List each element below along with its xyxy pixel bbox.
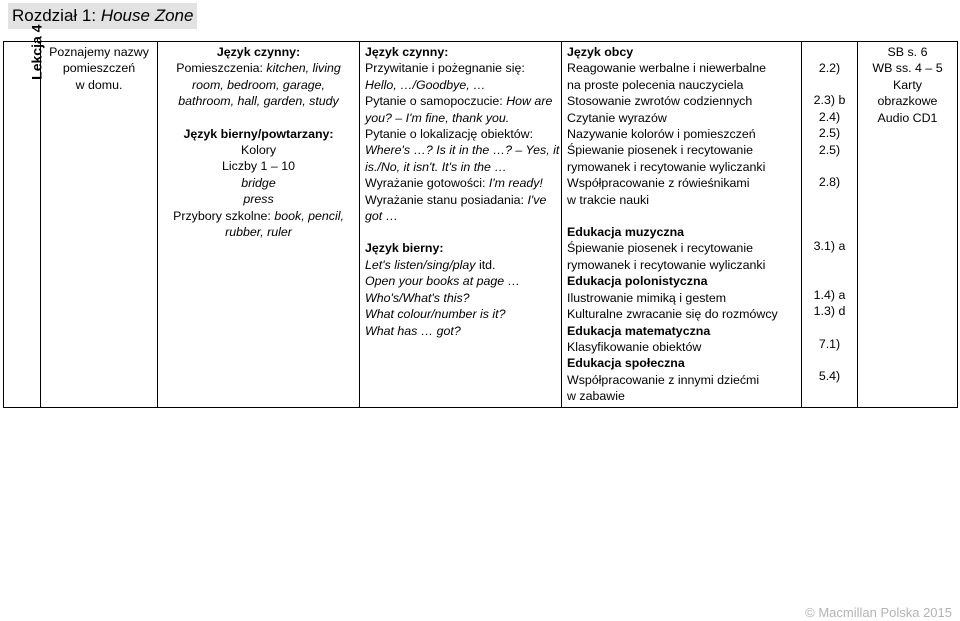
vocabulary-line: bathroom, hall, garden, study xyxy=(178,94,339,109)
structures-line: Hello, …/Goodbye, … xyxy=(365,77,486,92)
structures-line: Pytanie o lokalizację obiektów: xyxy=(365,127,534,142)
skills-heading: Język obcy xyxy=(567,45,634,59)
lesson-table xyxy=(3,24,958,408)
vocabulary-line-words: book, pencil, xyxy=(274,208,344,223)
skills-heading: Edukacja muzyczna xyxy=(567,225,685,240)
curriculum-code: 2.5) xyxy=(818,142,841,157)
vocabulary-line-words: kitchen, living xyxy=(266,61,341,76)
curriculum-code: 2.3) b xyxy=(813,93,846,108)
skills-cell xyxy=(562,42,802,408)
skills-line: Śpiewanie piosenek i recytowanie xyxy=(567,143,753,158)
skills-line: Śpiewanie piosenek i recytowanie xyxy=(567,241,753,256)
structures-line xyxy=(365,93,556,109)
table-row xyxy=(4,42,958,408)
structures-line: What has … got? xyxy=(365,323,461,338)
skills-heading: Edukacja polonistyczna xyxy=(567,274,708,289)
skills-line: Stosowanie zwrotów codziennych xyxy=(567,94,753,109)
structures-line-phrase: I'm ready! xyxy=(488,176,543,191)
materials-line: Karty xyxy=(893,77,922,92)
vocabulary-line: press xyxy=(243,192,274,207)
skills-line: Klasyfikowanie obiektów xyxy=(567,339,702,354)
vocabulary-line-label: Przybory szkolne: xyxy=(173,208,275,223)
vocabulary-line xyxy=(163,208,354,224)
curriculum-code: 2.8) xyxy=(818,175,841,190)
curriculum-code: 5.4) xyxy=(818,369,841,384)
materials-line: Audio CD1 xyxy=(877,110,938,125)
vocabulary-passive-heading: Język bierny/powtarzany: xyxy=(183,126,334,141)
skills-line: w trakcie nauki xyxy=(567,192,649,207)
structures-line: Who's/What's this? xyxy=(365,290,470,305)
structures-line-label: Wyrażanie stanu posiadania: xyxy=(365,192,528,207)
structures-cell xyxy=(360,42,562,408)
structures-line-label: Wyrażanie gotowości: xyxy=(365,176,489,191)
skills-line: Współpracowanie z innymi dziećmi xyxy=(567,372,760,387)
skills-line: Czytanie wyrazów xyxy=(567,110,667,125)
lesson-label-cell xyxy=(4,24,45,408)
vocabulary-active-heading: Język czynny: xyxy=(216,45,301,59)
skills-line: Ilustrowanie mimiką i gestem xyxy=(567,290,727,305)
structures-active-heading: Język czynny: xyxy=(365,45,449,59)
heading-title: House Zone xyxy=(100,6,194,25)
curriculum-code: 2.5) xyxy=(818,126,841,141)
skills-line: Kulturalne zwracanie się do rozmówcy xyxy=(567,307,778,322)
curriculum-code: 7.1) xyxy=(818,336,841,351)
structures-line-phrase: I've xyxy=(527,192,547,207)
curriculum-codes-cell xyxy=(802,42,858,408)
structures-line: you? – I'm fine, thank you. xyxy=(365,110,510,125)
structures-line-label: Pytanie o samopoczucie: xyxy=(365,94,507,109)
vocabulary-line: bridge xyxy=(241,175,276,190)
structures-line: is./No, it isn't. It's in the … xyxy=(365,159,507,174)
skills-line: rymowanek i recytowanie wyliczanki xyxy=(567,159,766,174)
structures-line-tail: itd. xyxy=(475,257,496,272)
structures-line xyxy=(365,175,556,191)
goals-line: w domu. xyxy=(75,77,123,92)
vocabulary-line-label: Pomieszczenia: xyxy=(176,61,267,76)
curriculum-code: 1.3) d xyxy=(813,304,846,319)
structures-line: What colour/number is it? xyxy=(365,307,506,322)
vocabulary-line: rubber, ruler xyxy=(225,225,292,240)
skills-line: na proste polecenia nauczyciela xyxy=(567,77,744,92)
skills-line: w zabawie xyxy=(567,389,625,404)
curriculum-code: 3.1) a xyxy=(813,239,846,254)
lesson-label: Lekcja 4 xyxy=(28,24,45,80)
goals-line: Poznajemy nazwy xyxy=(49,45,149,59)
structures-line: Open your books at page … xyxy=(365,274,520,289)
curriculum-code: 1.4) a xyxy=(813,287,846,302)
curriculum-code: 2.4) xyxy=(818,109,841,124)
structures-line: Przywitanie i pożegnanie się: xyxy=(365,61,525,76)
goals-line: pomieszczeń xyxy=(62,61,136,76)
structures-line: Where's …? Is it in the …? – Yes, it xyxy=(365,143,560,158)
heading-prefix: Rozdział 1: xyxy=(12,6,101,25)
skills-heading: Edukacja matematyczna xyxy=(567,323,711,338)
structures-line-phrase: Let's listen/sing/play xyxy=(365,257,476,272)
curriculum-code: 2.2) xyxy=(818,61,841,75)
goals-cell xyxy=(41,42,158,408)
structures-line xyxy=(365,257,556,273)
structures-passive-heading: Język bierny: xyxy=(365,241,444,256)
vocabulary-line: Kolory xyxy=(240,143,277,158)
vocabulary-line: room, bedroom, garage, xyxy=(192,77,325,92)
materials-line: obrazkowe xyxy=(877,94,938,109)
materials-cell xyxy=(858,42,958,408)
skills-line: Nazywanie kolorów i pomieszczeń xyxy=(567,127,756,142)
copyright-footer: © Macmillan Polska 2015 xyxy=(805,605,952,620)
structures-line xyxy=(365,192,556,208)
materials-line: WB ss. 4 – 5 xyxy=(872,61,943,76)
skills-line: Współpracowanie z rówieśnikami xyxy=(567,176,750,191)
structures-line-phrase: How are xyxy=(506,94,553,109)
vocabulary-cell xyxy=(158,42,360,408)
vocabulary-line xyxy=(163,60,354,76)
structures-line: got … xyxy=(365,209,399,224)
vocabulary-line: Liczby 1 – 10 xyxy=(221,159,295,174)
materials-line: SB s. 6 xyxy=(887,45,928,59)
skills-line: Reagowanie werbalne i niewerbalne xyxy=(567,61,767,76)
skills-line: rymowanek i recytowanie wyliczanki xyxy=(567,257,766,272)
skills-heading: Edukacja społeczna xyxy=(567,356,685,371)
